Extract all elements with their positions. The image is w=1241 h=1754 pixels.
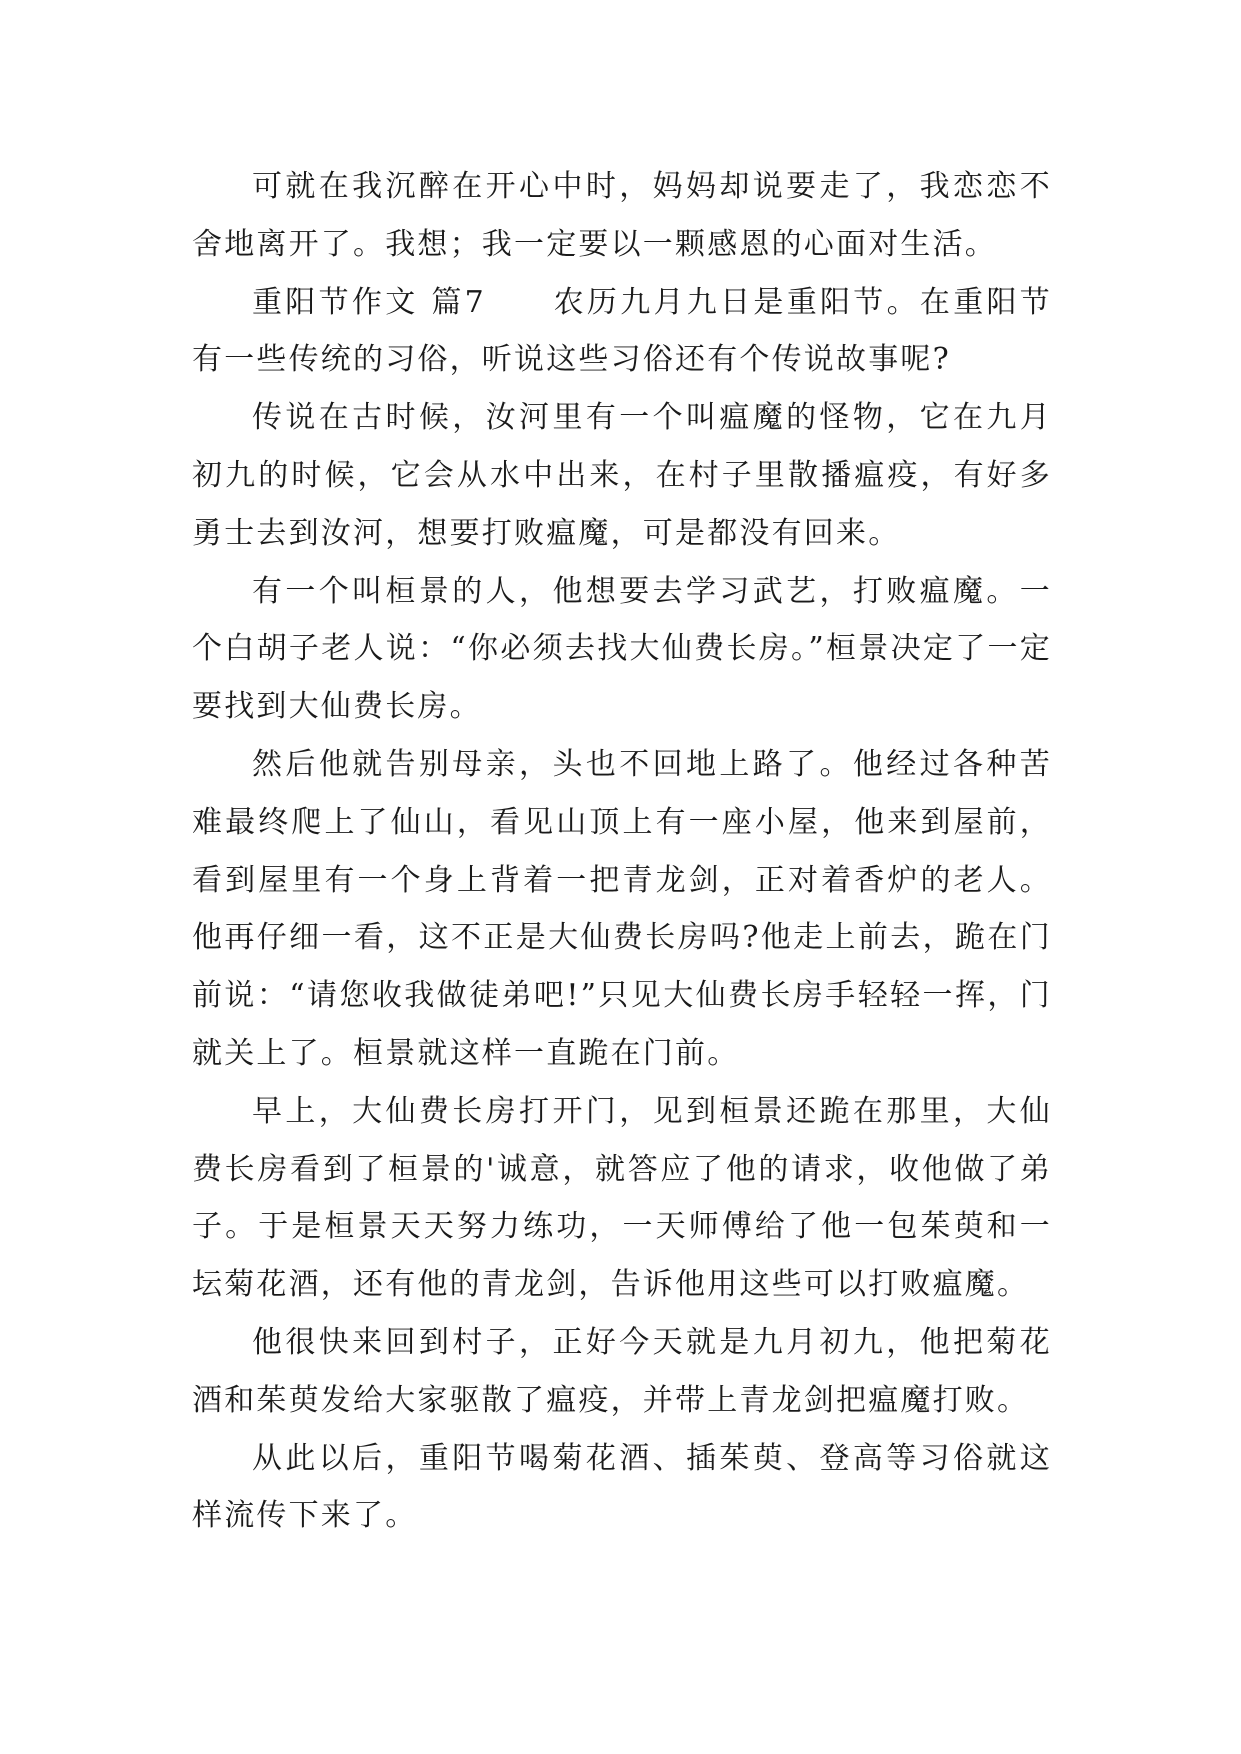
paragraph: 他很快来回到村子，正好今天就是九月初九，他把菊花酒和茱萸发给大家驱散了瘟疫，并带上青龙剑把瘟魔打败。	[192, 1324, 1052, 1418]
paragraph: 重阳节作文 篇7 农历九月九日是重阳节。在重阳节有一些传统的习俗，听说这些习俗还有个传说故事呢?	[192, 284, 1052, 378]
paragraph: 可就在我沉醉在开心中时，妈妈却说要走了，我恋恋不舍地离开了。我想；我一定要以一颗感恩的心面对生活。	[192, 169, 1052, 262]
paragraph: 早上，大仙费长房打开门，见到桓景还跪在那里，大仙费长房看到了桓景的'诚意，就答应了他的请求，收他做了弟子。于是桓景天天努力练功，一天师傅给了他一包茱萸和一坛菊花酒，还有他的青龙剑，告诉他用这些可以打败瘟魔。	[192, 1093, 1052, 1303]
article-body	[192, 158, 1052, 1545]
paragraph: 然后他就告别母亲，头也不回地上路了。他经过各种苦难最终爬上了仙山，看见山顶上有一座小屋，他来到屋前，看到屋里有一个身上背着一把青龙剑，正对着香炉的老人。他再仔细一看，这不正是大仙费长房吗?他走上前去，跪在门前说：“请您收我做徒弟吧!”只见大仙费长房手轻轻一挥，门就关上了。桓景就这样一直跪在门前。	[192, 746, 1052, 1071]
paragraph: 有一个叫桓景的人，他想要去学习武艺，打败瘟魔。一个白胡子老人说：“你必须去找大仙费长房。”桓景决定了一定要找到大仙费长房。	[192, 573, 1052, 725]
paragraph: 从此以后，重阳节喝菊花酒、插茱萸、登高等习俗就这样流传下来了。	[192, 1440, 1052, 1534]
paragraph: 传说在古时候，汝河里有一个叫瘟魔的怪物，它在九月初九的时候，它会从水中出来，在村子里散播瘟疫，有好多勇士去到汝河，想要打败瘟魔，可是都没有回来。	[192, 400, 1052, 551]
